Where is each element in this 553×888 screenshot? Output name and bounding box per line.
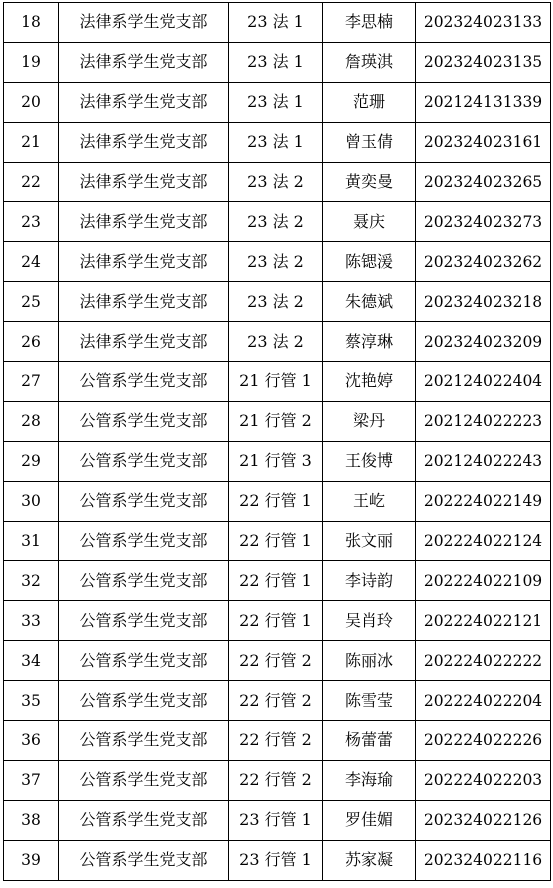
party-branch-cell: 公管系学生党支部 xyxy=(59,601,229,641)
class-cell: 22 行管 1 xyxy=(229,521,323,561)
row-index-cell: 37 xyxy=(4,760,59,800)
row-index-cell: 32 xyxy=(4,561,59,601)
student-id-cell: 202224022124 xyxy=(416,521,551,561)
student-name-cell: 曾玉倩 xyxy=(323,122,416,162)
table-row xyxy=(4,521,551,561)
student-id-cell: 202124022223 xyxy=(416,401,551,441)
row-index-cell: 27 xyxy=(4,362,59,402)
student-id-cell: 202324023133 xyxy=(416,3,551,43)
student-name-cell: 陈锶湲 xyxy=(323,242,416,282)
row-index-cell: 29 xyxy=(4,441,59,481)
party-branch-cell: 公管系学生党支部 xyxy=(59,441,229,481)
row-index-cell: 20 xyxy=(4,82,59,122)
student-id-cell: 202324023262 xyxy=(416,242,551,282)
table-row xyxy=(4,401,551,441)
party-branch-cell: 法律系学生党支部 xyxy=(59,282,229,322)
student-id-cell: 202324023135 xyxy=(416,42,551,82)
row-index-cell: 26 xyxy=(4,322,59,362)
class-cell: 21 行管 2 xyxy=(229,401,323,441)
student-id-cell: 202324023273 xyxy=(416,202,551,242)
class-cell: 21 行管 3 xyxy=(229,441,323,481)
student-id-cell: 202224022121 xyxy=(416,601,551,641)
party-branch-cell: 公管系学生党支部 xyxy=(59,521,229,561)
class-cell: 23 行管 1 xyxy=(229,840,323,880)
table-row xyxy=(4,202,551,242)
table-row xyxy=(4,561,551,601)
class-cell: 22 行管 2 xyxy=(229,760,323,800)
student-id-cell: 202224022222 xyxy=(416,641,551,681)
table-row xyxy=(4,840,551,880)
student-name-cell: 詹瑛淇 xyxy=(323,42,416,82)
student-id-cell: 202324023218 xyxy=(416,282,551,322)
table-row xyxy=(4,322,551,362)
row-index-cell: 33 xyxy=(4,601,59,641)
row-index-cell: 38 xyxy=(4,800,59,840)
party-branch-cell: 法律系学生党支部 xyxy=(59,42,229,82)
class-cell: 23 行管 1 xyxy=(229,800,323,840)
party-branch-cell: 法律系学生党支部 xyxy=(59,202,229,242)
student-name-cell: 吴肖玲 xyxy=(323,601,416,641)
student-id-cell: 202324023209 xyxy=(416,322,551,362)
student-name-cell: 蔡淳琳 xyxy=(323,322,416,362)
party-branch-cell: 公管系学生党支部 xyxy=(59,362,229,402)
class-cell: 23 法 2 xyxy=(229,162,323,202)
table-row xyxy=(4,760,551,800)
table-row xyxy=(4,681,551,721)
party-branch-cell: 公管系学生党支部 xyxy=(59,401,229,441)
class-cell: 23 法 2 xyxy=(229,322,323,362)
student-id-cell: 202124131339 xyxy=(416,82,551,122)
student-id-cell: 202324022126 xyxy=(416,800,551,840)
student-name-cell: 李海瑜 xyxy=(323,760,416,800)
student-id-cell: 202224022149 xyxy=(416,481,551,521)
table-row xyxy=(4,721,551,761)
student-id-cell: 202224022204 xyxy=(416,681,551,721)
table-row xyxy=(4,601,551,641)
class-cell: 23 法 2 xyxy=(229,242,323,282)
table-row xyxy=(4,42,551,82)
class-cell: 22 行管 1 xyxy=(229,601,323,641)
table-row xyxy=(4,282,551,322)
student-name-cell: 陈丽冰 xyxy=(323,641,416,681)
class-cell: 23 法 2 xyxy=(229,202,323,242)
row-index-cell: 23 xyxy=(4,202,59,242)
student-name-cell: 聂庆 xyxy=(323,202,416,242)
row-index-cell: 19 xyxy=(4,42,59,82)
student-id-cell: 202324022116 xyxy=(416,840,551,880)
table-row xyxy=(4,481,551,521)
party-branch-cell: 公管系学生党支部 xyxy=(59,721,229,761)
student-name-cell: 张文丽 xyxy=(323,521,416,561)
table-row xyxy=(4,82,551,122)
student-id-cell: 202124022404 xyxy=(416,362,551,402)
student-id-cell: 202224022109 xyxy=(416,561,551,601)
student-name-cell: 梁丹 xyxy=(323,401,416,441)
student-id-cell: 202324023265 xyxy=(416,162,551,202)
party-branch-cell: 公管系学生党支部 xyxy=(59,681,229,721)
class-cell: 22 行管 2 xyxy=(229,681,323,721)
class-cell: 23 法 1 xyxy=(229,3,323,43)
student-name-cell: 黄奕曼 xyxy=(323,162,416,202)
row-index-cell: 31 xyxy=(4,521,59,561)
row-index-cell: 39 xyxy=(4,840,59,880)
student-name-cell: 朱德斌 xyxy=(323,282,416,322)
member-table xyxy=(3,2,551,881)
party-branch-cell: 法律系学生党支部 xyxy=(59,3,229,43)
party-branch-cell: 公管系学生党支部 xyxy=(59,760,229,800)
row-index-cell: 30 xyxy=(4,481,59,521)
party-branch-cell: 法律系学生党支部 xyxy=(59,242,229,282)
row-index-cell: 36 xyxy=(4,721,59,761)
party-branch-cell: 法律系学生党支部 xyxy=(59,122,229,162)
student-name-cell: 李诗韵 xyxy=(323,561,416,601)
party-branch-cell: 公管系学生党支部 xyxy=(59,840,229,880)
student-name-cell: 罗佳媚 xyxy=(323,800,416,840)
class-cell: 23 法 1 xyxy=(229,42,323,82)
party-branch-cell: 法律系学生党支部 xyxy=(59,82,229,122)
party-branch-cell: 公管系学生党支部 xyxy=(59,800,229,840)
student-name-cell: 陈雪莹 xyxy=(323,681,416,721)
row-index-cell: 22 xyxy=(4,162,59,202)
row-index-cell: 18 xyxy=(4,3,59,43)
member-table-body xyxy=(4,3,551,881)
class-cell: 22 行管 2 xyxy=(229,721,323,761)
table-row xyxy=(4,122,551,162)
class-cell: 23 法 2 xyxy=(229,282,323,322)
table-row xyxy=(4,3,551,43)
student-name-cell: 杨蕾蕾 xyxy=(323,721,416,761)
row-index-cell: 21 xyxy=(4,122,59,162)
party-branch-cell: 法律系学生党支部 xyxy=(59,322,229,362)
row-index-cell: 34 xyxy=(4,641,59,681)
party-branch-cell: 公管系学生党支部 xyxy=(59,481,229,521)
party-branch-cell: 法律系学生党支部 xyxy=(59,162,229,202)
table-row xyxy=(4,242,551,282)
class-cell: 21 行管 1 xyxy=(229,362,323,402)
table-row xyxy=(4,641,551,681)
student-id-cell: 202124022243 xyxy=(416,441,551,481)
party-branch-cell: 公管系学生党支部 xyxy=(59,561,229,601)
table-row xyxy=(4,441,551,481)
student-name-cell: 沈艳婷 xyxy=(323,362,416,402)
student-id-cell: 202224022226 xyxy=(416,721,551,761)
student-name-cell: 王屹 xyxy=(323,481,416,521)
class-cell: 23 法 1 xyxy=(229,122,323,162)
student-name-cell: 王俊博 xyxy=(323,441,416,481)
row-index-cell: 35 xyxy=(4,681,59,721)
student-id-cell: 202324023161 xyxy=(416,122,551,162)
table-row xyxy=(4,800,551,840)
student-name-cell: 范珊 xyxy=(323,82,416,122)
document-page xyxy=(3,2,550,881)
table-row xyxy=(4,362,551,402)
class-cell: 22 行管 1 xyxy=(229,561,323,601)
row-index-cell: 25 xyxy=(4,282,59,322)
class-cell: 22 行管 2 xyxy=(229,641,323,681)
party-branch-cell: 公管系学生党支部 xyxy=(59,641,229,681)
class-cell: 22 行管 1 xyxy=(229,481,323,521)
student-name-cell: 苏家凝 xyxy=(323,840,416,880)
student-id-cell: 202224022203 xyxy=(416,760,551,800)
student-name-cell: 李思楠 xyxy=(323,3,416,43)
row-index-cell: 24 xyxy=(4,242,59,282)
row-index-cell: 28 xyxy=(4,401,59,441)
class-cell: 23 法 1 xyxy=(229,82,323,122)
table-row xyxy=(4,162,551,202)
